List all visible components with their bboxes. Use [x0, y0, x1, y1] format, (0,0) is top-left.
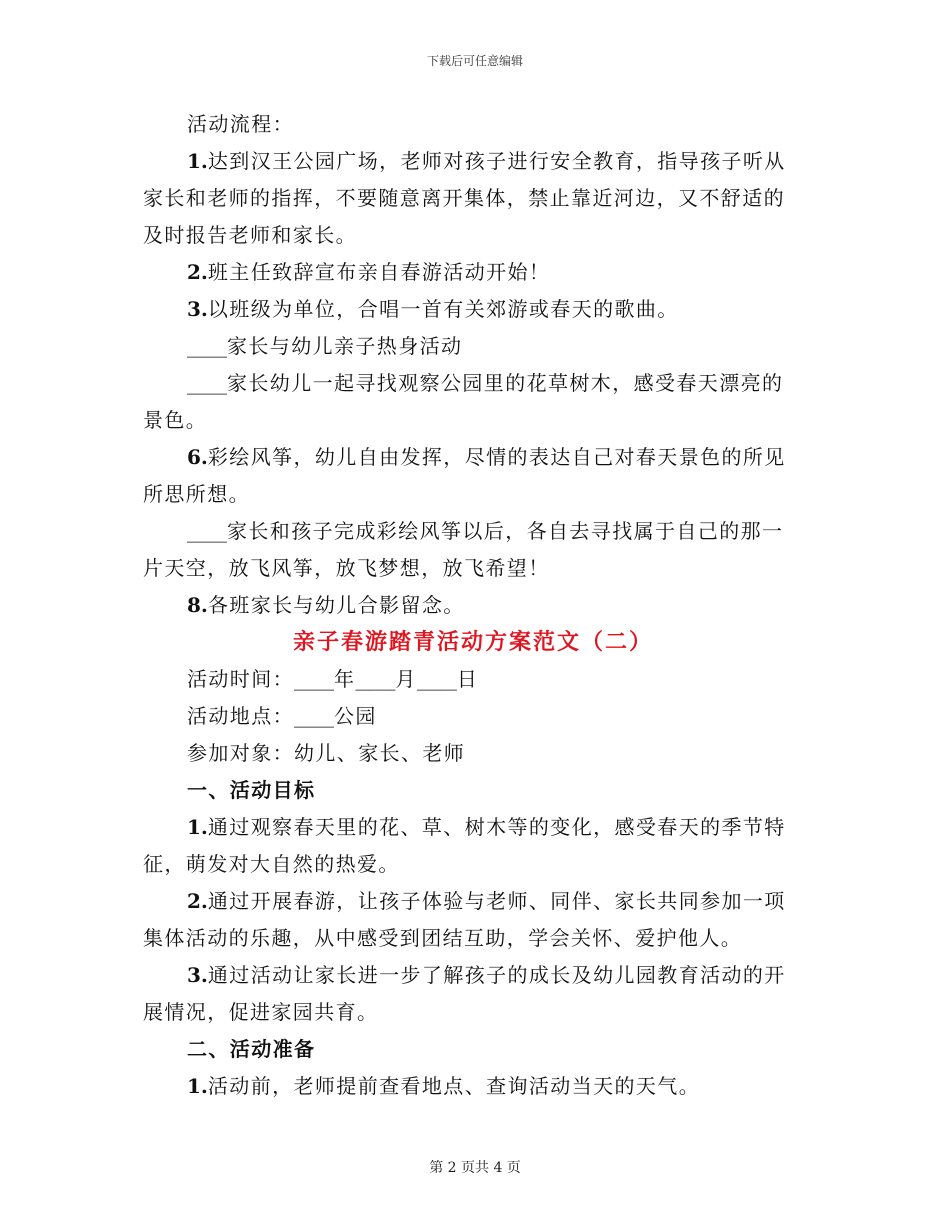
- document-body: [143, 106, 803, 1105]
- paragraph-line: 展情况，促进家园共育。: [143, 1000, 379, 1024]
- page-header: 下载后可任意编辑: [426, 54, 523, 68]
- paragraph-line: ____家长与幼儿亲子热身活动: [187, 334, 463, 358]
- paragraph-line: 6.彩绘风筝，幼儿自由发挥，尽情的表达自己对春天景色的所见: [187, 445, 786, 469]
- section-heading-preparation: 二、活动准备: [187, 1037, 316, 1061]
- participants-line: 参加对象：幼儿、家长、老师: [187, 741, 466, 765]
- paragraph-line: 活动流程：: [187, 112, 294, 136]
- paragraph-line: 2.班主任致辞宣布亲自春游活动开始！: [187, 260, 551, 284]
- paragraph-line: ____家长幼儿一起寻找观察公园里的花草树木，感受春天漂亮的: [187, 371, 784, 395]
- paragraph-line: 3.通过活动让家长进一步了解孩子的成长及幼儿园教育活动的开: [187, 963, 786, 987]
- page-footer: 第 2 页共 4 页: [429, 1160, 521, 1176]
- paragraph-line: 所思所想。: [143, 482, 250, 506]
- activity-place-line: 活动地点：____公园: [187, 704, 377, 728]
- paragraph-line: 2.通过开展春游，让孩子体验与老师、同伴、家长共同参加一项: [187, 889, 786, 913]
- paragraph-line: 1.达到汉王公园广场，老师对孩子进行安全教育，指导孩子听从: [187, 149, 786, 173]
- paragraph-line: ____家长和孩子完成彩绘风筝以后，各自去寻找属于自己的那一: [187, 519, 784, 543]
- paragraph-line: 1.活动前，老师提前查看地点、查询活动当天的天气。: [187, 1074, 701, 1098]
- paragraph-line: 1.通过观察春天里的花、草、树木等的变化，感受春天的季节特: [187, 815, 786, 839]
- activity-time-line: 活动时间：____年____月____日: [187, 667, 479, 691]
- paragraph-line: 景色。: [143, 408, 208, 432]
- paragraph-line: 家长和老师的指挥，不要随意离开集体，禁止靠近河边，又不舒适的: [143, 186, 785, 210]
- paragraph-line: 片天空，放飞风筝，放飞梦想，放飞希望！: [143, 556, 550, 580]
- section-title: 亲子春游踏青活动方案范文（二）: [292, 629, 653, 655]
- section-heading-goals: 一、活动目标: [187, 778, 316, 802]
- paragraph-line: 集体活动的乐趣，从中感受到团结互助，学会关怀、爱护他人。: [143, 926, 743, 950]
- paragraph-line: 3.以班级为单位，合唱一首有关郊游或春天的歌曲。: [187, 297, 679, 321]
- paragraph-line: 8.各班家长与幼儿合影留念。: [187, 593, 465, 617]
- paragraph-line: 征，萌发对大自然的热爱。: [143, 852, 400, 876]
- paragraph-line: 及时报告老师和家长。: [143, 223, 357, 247]
